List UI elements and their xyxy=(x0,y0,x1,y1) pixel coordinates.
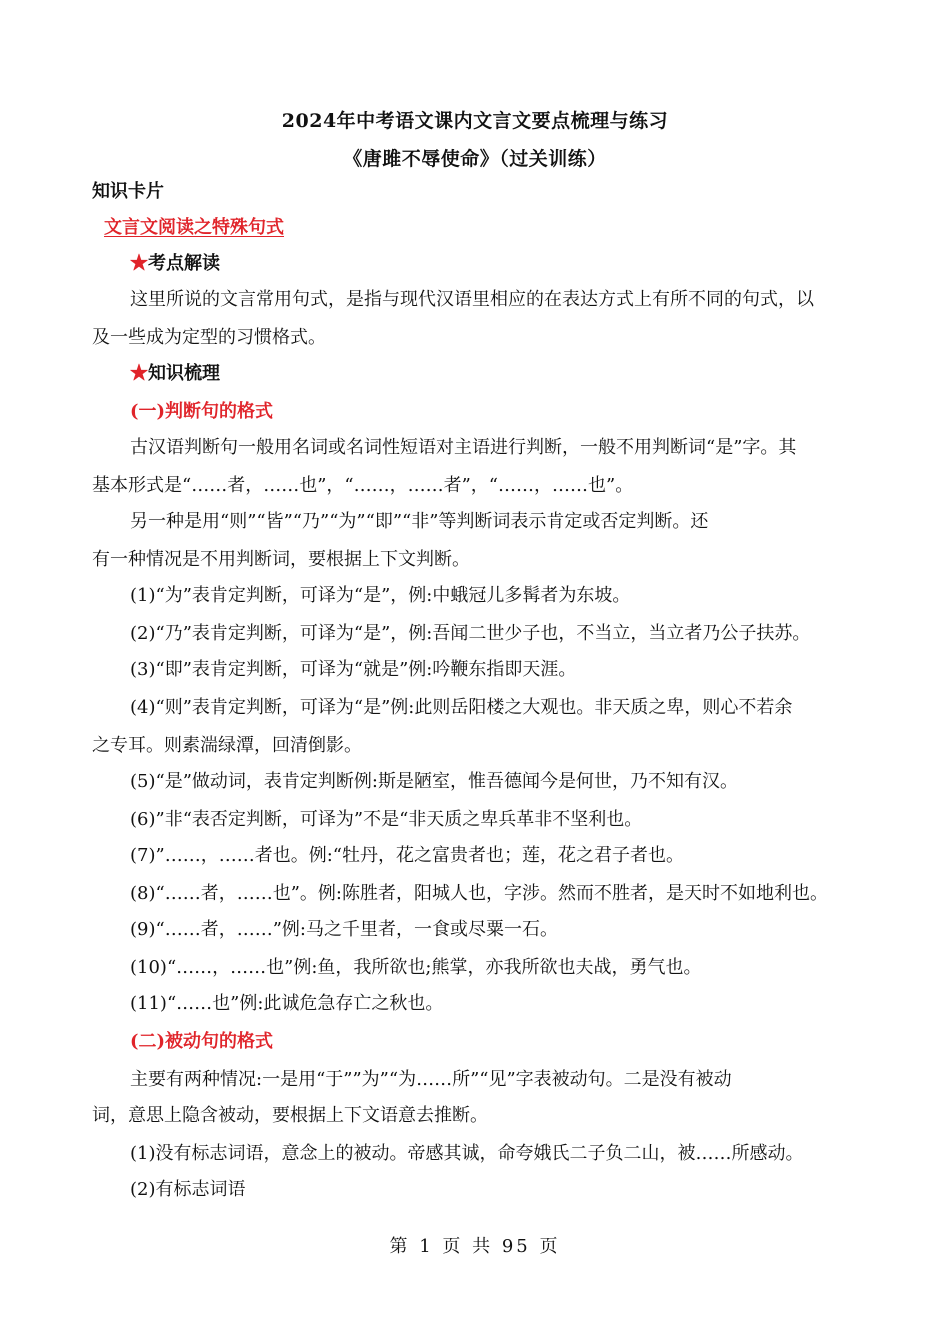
list-item: (4)“则”表肯定判断，可译为“是”例:此则岳阳楼之大观也。非天质之卑，则心不若余 xyxy=(130,697,793,718)
list-item: (8)“……者，……也”。例:陈胜者，阳城人也，字涉。然而不胜者，是天时不如地利也。 xyxy=(130,883,828,904)
kaodian-label: 考点解读 xyxy=(148,253,220,274)
list-item: (5)“是”做动词，表肯定判断例:斯是陋室，惟吾德闻今是何世，乃不知有汉。 xyxy=(130,771,738,792)
document-subtitle: 《唐雎不辱使命》（过关训练） xyxy=(343,148,607,170)
list-item: (2)“乃”表肯定判断，可译为“是”，例:吾闻二世少子也，不当立，当立者乃公子扶苏。 xyxy=(130,623,811,644)
paragraph-line: 词，意思上隐含被动，要根据上下文语意去推断。 xyxy=(92,1105,488,1126)
list-item: (1)没有标志词语，意念上的被动。帝感其诚，命夸娥氏二子负二山，被……所感动。 xyxy=(130,1143,804,1164)
section-heading: 知识卡片 xyxy=(92,181,164,202)
list-item: (1)“为”表肯定判断，可译为“是”，例:中蛾冠儿多髯者为东坡。 xyxy=(130,585,631,606)
kaodian-paragraph-line2: 及一些成为定型的习惯格式。 xyxy=(92,327,326,348)
document-title: 2024年中考语文课内文言文要点梳理与练习 xyxy=(281,110,669,132)
kaodian-paragraph-line1: 这里所说的文言常用句式，是指与现代汉语里相应的在表达方式上有所不同的句式，以 xyxy=(130,289,814,310)
paragraph-line: 主要有两种情况:一是用“于””为”“为……所”“见”字表被动句。二是没有被动 xyxy=(130,1069,732,1090)
list-item: (11)“……也”例:此诚危急存亡之秋也。 xyxy=(130,993,444,1014)
list-item: (7)”……，……者也。例:“牡丹，花之富贵者也；莲，花之君子者也。 xyxy=(130,845,684,866)
kaodian-heading xyxy=(130,252,910,276)
list-item: (2)有标志词语 xyxy=(130,1179,246,1200)
list-item: (6)”非“表否定判断，可译为”不是“非天质之卑兵革非不坚利也。 xyxy=(130,809,643,830)
paragraph-line: 有一种情况是不用判断词，要根据上下文判断。 xyxy=(92,549,470,570)
list-item: (3)“即”表肯定判断，可译为“就是”例:吟鞭东指即天涯。 xyxy=(130,659,577,680)
star-icon: ★ xyxy=(130,363,148,384)
zhishi-label: 知识梳理 xyxy=(148,363,220,384)
subsection-heading-passive: (二)被动句的格式 xyxy=(130,1031,274,1052)
topic-heading: 文言文阅读之特殊句式 xyxy=(104,217,284,238)
list-item-continuation: 之专耳。则素湍绿潭，回清倒影。 xyxy=(92,735,362,756)
subsection-heading-judgment: (一)判断句的格式 xyxy=(130,401,274,422)
paragraph-line: 古汉语判断句一般用名词或名词性短语对主语进行判断，一般不用判断词“是”字。其 xyxy=(130,437,797,458)
paragraph-line: 另一种是用“则”“皆”“乃”“为”“即”“非”等判断词表示肯定或否定判断。还 xyxy=(130,511,709,532)
zhishi-heading xyxy=(130,362,910,386)
list-item: (10)“……，……也”例:鱼，我所欲也;熊掌，亦我所欲也夫战，勇气也。 xyxy=(130,957,702,978)
list-item: (9)“……者，……”例:马之千里者，一食或尽粟一石。 xyxy=(130,919,558,940)
star-icon: ★ xyxy=(130,253,148,274)
page-footer: 第 1 页 共 95 页 xyxy=(389,1236,561,1257)
paragraph-line: 基本形式是“……者，……也”，“……，……者”，“……，……也”。 xyxy=(92,475,634,496)
